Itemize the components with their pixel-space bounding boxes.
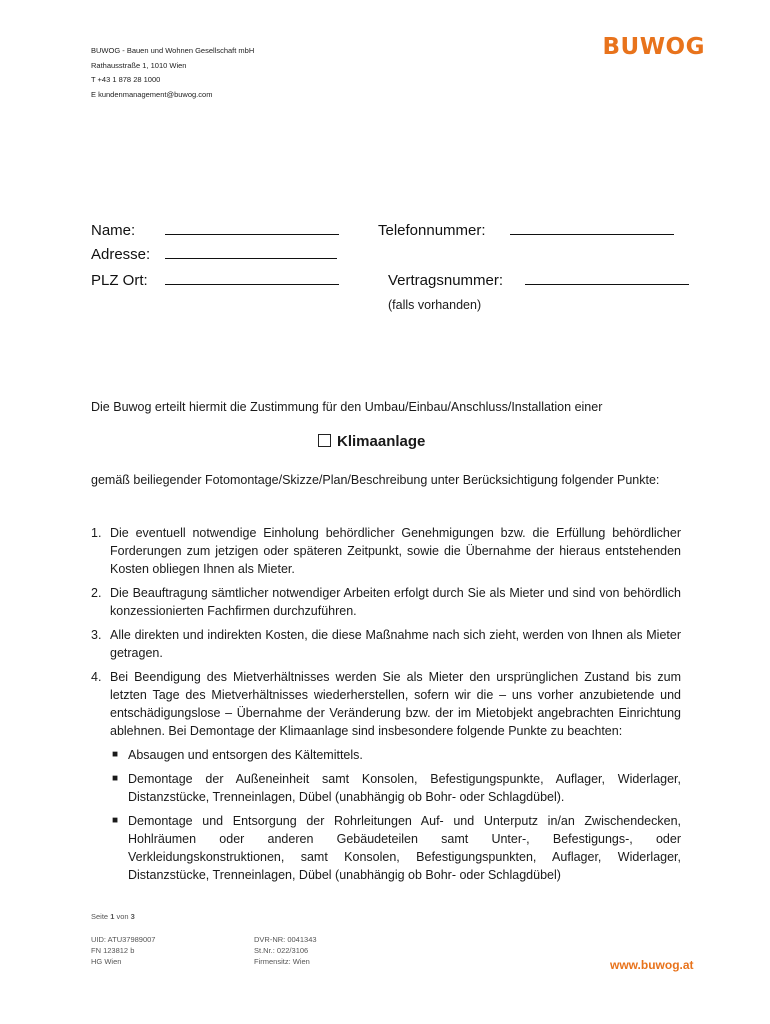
page-total: 3 [130,912,135,921]
footer-registry [91,934,155,967]
list-item [91,524,681,578]
intro-paragraph: gemäß beiliegender Fotomontage/Skizze/Plan/Beschreibung unter Berücksichtigung folgender Punkte: [91,473,660,487]
page-current: 1 [110,912,115,921]
item-text: Die Beauftragung sämtlicher notwendiger Arbeiten erfolgt durch Sie als Mieter und sind von behördlich konzessionierten Fachfirmen durchzuführen. [110,586,681,618]
intro-text: Die Buwog erteilt hiermit die Zustimmung für den Umbau/Einbau/Anschluss/Installation einer [91,400,603,414]
demontage-bullets [110,746,681,884]
telefon-label: Telefonnummer: [378,222,486,239]
name-label: Name: [91,222,136,239]
item-text: Die eventuell notwendige Einholung behördlicher Genehmigungen bzw. die Erfüllung behördlicher Forderungen zum jetzigen oder späteren Zeitpunkt, sowie die Übernahme der hieraus entstehenden Kosten obliegen Ihnen als Mieter. [110,526,681,576]
list-item [91,584,681,620]
footer-fn: FN 123812 b [91,946,135,955]
conditions-list [91,524,681,890]
checkbox-icon[interactable] [318,434,331,447]
bullet-item [110,746,681,764]
list-item [91,668,681,884]
sender-address [91,44,254,102]
item-text: Bei Beendigung des Mietverhältnisses werden Sie als Mieter den ursprünglichen Zustand bis zum letzten Tage des Mietverhältnisses wiederherstellen, sofern wir die – uns vorher anzubietende und entschädigungslose – Übernahme der Veränderung bzw. der im Mietobjekt angebrachten Einrichtung ablehnen. Bei Demontage der Klimaanlage sind insbesondere folgende Punkte zu beachten: [110,670,681,738]
bullet-item [110,812,681,884]
adresse-field[interactable] [91,246,337,263]
bullet-item [110,770,681,806]
plz-ort-field[interactable] [91,272,339,289]
vertrag-line[interactable] [525,272,689,285]
sender-email: E kundenmanagement@buwog.com [91,89,213,99]
buwog-logo: BUWOG [602,34,705,60]
klimaanlage-heading [318,433,425,450]
plz-ort-line[interactable] [165,272,339,285]
footer-uid: UID: ATU37989007 [91,935,156,944]
footer-hg: HG Wien [91,957,122,966]
plz-ort-label: PLZ Ort: [91,272,148,289]
footer-dvr: DVR-NR: 0041343 [254,935,317,944]
page-mid: von [114,912,131,921]
bullet-text: Absaugen und entsorgen des Kältemittels. [128,748,363,762]
item-number: 3. [91,628,102,642]
item-number: 1. [91,526,102,540]
vertrag-note: (falls vorhanden) [388,298,482,312]
adresse-label: Adresse: [91,246,151,263]
telefon-field[interactable] [378,222,674,239]
item-number: 4. [91,670,102,684]
sender-phone: T +43 1 878 28 1000 [91,75,161,84]
sender-street: Rathausstraße 1, 1010 Wien [91,60,187,70]
bullet-icon: ■ [112,773,119,784]
name-line[interactable] [165,222,339,235]
name-field[interactable] [91,222,339,239]
vertrag-field[interactable] [388,272,689,289]
footer-tax [254,934,317,967]
list-item [91,626,681,662]
bullet-text: Demontage und Entsorgung der Rohrleitungen Auf- und Unterputz in/an Zwischendecken, Hohlräumen oder anderen Gebäudeteilen samt Unter-, Befestigungs-, oder Verkleidungskonstruktionen, samt Konsolen, Befestigungspunkten, Auflager, Widerlager, Distanzstücke, Trenneinlagen, Dübel (unabhängig ob Bohr- oder Schlagdübel) [128,814,681,882]
website-link[interactable]: www.buwog.at [610,958,694,972]
footer-sitz: Firmensitz: Wien [254,957,310,966]
bullet-icon: ■ [112,815,119,826]
adresse-line[interactable] [165,246,337,259]
item-text: Alle direkten und indirekten Kosten, die diese Maßnahme nach sich zieht, werden von Ihnen als Mieter getragen. [110,628,681,660]
bullet-icon: ■ [112,749,119,760]
page-pre: Seite [91,912,111,921]
telefon-line[interactable] [510,222,674,235]
item-number: 2. [91,586,102,600]
sender-company: BUWOG - Bauen und Wohnen Gesellschaft mbH [91,46,255,55]
footer-stnr: St.Nr.: 022/3106 [254,946,309,955]
vertrag-label: Vertragsnummer: [388,272,504,289]
bullet-text: Demontage der Außeneinheit samt Konsolen, Befestigungspunkte, Auflager, Widerlager, Distanzstücke, Trenneinlagen, Dübel (unabhängig ob Bohr- oder Schlagdübel). [128,772,681,804]
page-number [91,911,135,922]
heading-text: Klimaanlage [337,433,426,450]
